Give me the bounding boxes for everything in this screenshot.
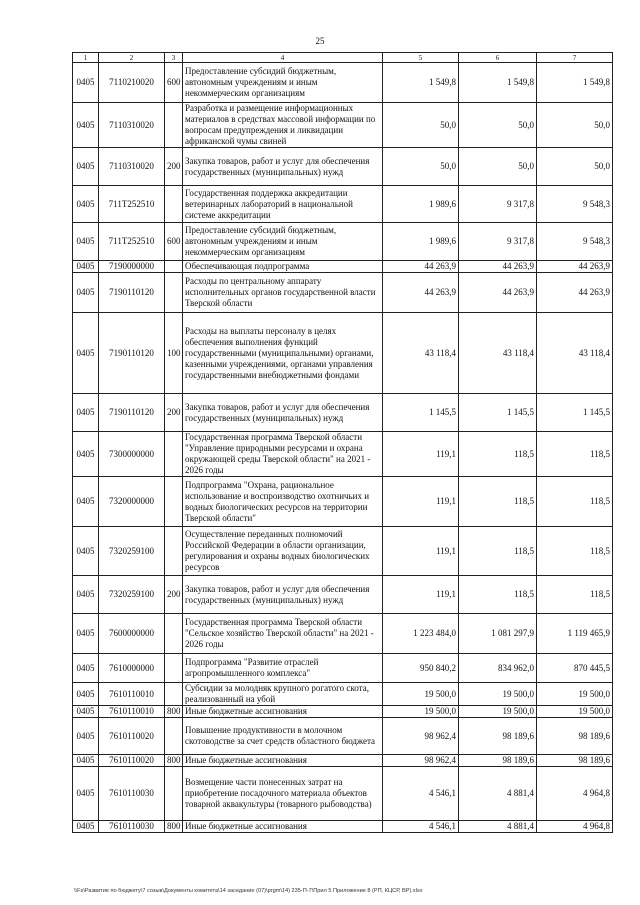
section-code: 0405 xyxy=(73,273,99,313)
amount-year-1: 1 549,8 xyxy=(383,63,459,103)
table-row xyxy=(73,654,613,683)
section-code: 0405 xyxy=(73,223,99,261)
amount-year-2: 4 881,4 xyxy=(459,821,537,833)
amount-year-3: 1 145,5 xyxy=(537,394,613,432)
table-row xyxy=(73,394,613,432)
amount-year-2: 98 189,6 xyxy=(459,718,537,755)
amount-year-1: 44 263,9 xyxy=(383,273,459,313)
amount-year-2: 19 500,0 xyxy=(459,683,537,706)
expense-type-code: 800 xyxy=(165,755,183,767)
section-code: 0405 xyxy=(73,394,99,432)
table-row xyxy=(73,432,613,477)
amount-year-1: 98 962,4 xyxy=(383,718,459,755)
expense-type-code xyxy=(165,432,183,477)
column-number: 1 xyxy=(73,53,99,63)
amount-year-3: 98 189,6 xyxy=(537,755,613,767)
target-article-code: 711Т252510 xyxy=(99,186,165,223)
amount-year-1: 4 546,1 xyxy=(383,821,459,833)
table-row xyxy=(73,477,613,527)
section-code: 0405 xyxy=(73,683,99,706)
target-article-code: 7610110030 xyxy=(99,767,165,821)
section-code: 0405 xyxy=(73,103,99,148)
column-number: 5 xyxy=(383,53,459,63)
section-code: 0405 xyxy=(73,654,99,683)
amount-year-1: 1 145,5 xyxy=(383,394,459,432)
section-code: 0405 xyxy=(73,718,99,755)
section-code: 0405 xyxy=(73,706,99,718)
amount-year-3: 118,5 xyxy=(537,527,613,576)
expense-type-code: 200 xyxy=(165,148,183,186)
expense-type-code xyxy=(165,614,183,654)
expense-type-code: 800 xyxy=(165,706,183,718)
section-code: 0405 xyxy=(73,755,99,767)
table-row xyxy=(73,767,613,821)
expense-type-code xyxy=(165,718,183,755)
amount-year-2: 118,5 xyxy=(459,527,537,576)
amount-year-1: 50,0 xyxy=(383,148,459,186)
expense-type-code xyxy=(165,477,183,527)
section-code: 0405 xyxy=(73,576,99,614)
target-article-code: 7190110120 xyxy=(99,273,165,313)
amount-year-2: 44 263,9 xyxy=(459,273,537,313)
amount-year-2: 1 549,8 xyxy=(459,63,537,103)
expense-name: Закупка товаров, работ и услуг для обеспечения государственных (муниципальных) нужд xyxy=(183,576,383,614)
table-row xyxy=(73,614,613,654)
amount-year-1: 1 989,6 xyxy=(383,223,459,261)
amount-year-2: 4 881,4 xyxy=(459,767,537,821)
amount-year-3: 118,5 xyxy=(537,576,613,614)
expense-name: Осуществление переданных полномочий Российской Федерации в области организации, регулирования и охраны водных биологических ресурсов xyxy=(183,527,383,576)
amount-year-3: 44 263,9 xyxy=(537,261,613,273)
amount-year-3: 50,0 xyxy=(537,148,613,186)
table-row xyxy=(73,718,613,755)
expense-name: Закупка товаров, работ и услуг для обеспечения государственных (муниципальных) нужд xyxy=(183,394,383,432)
amount-year-2: 43 118,4 xyxy=(459,313,537,394)
amount-year-3: 44 263,9 xyxy=(537,273,613,313)
target-article-code: 7610110010 xyxy=(99,706,165,718)
amount-year-1: 98 962,4 xyxy=(383,755,459,767)
expense-name: Субсидии за молодняк крупного рогатого скота, реализованный на убой xyxy=(183,683,383,706)
section-code: 0405 xyxy=(73,477,99,527)
expense-name: Возмещение части понесенных затрат на приобретение посадочного материала объектов товарной аквакультуры (товарного рыбоводства) xyxy=(183,767,383,821)
amount-year-3: 19 500,0 xyxy=(537,683,613,706)
table-row xyxy=(73,683,613,706)
amount-year-3: 4 964,8 xyxy=(537,821,613,833)
target-article-code: 7110210020 xyxy=(99,63,165,103)
section-code: 0405 xyxy=(73,432,99,477)
column-number: 3 xyxy=(165,53,183,63)
target-article-code: 7110310020 xyxy=(99,148,165,186)
expense-name: Повышение продуктивности в молочном скотоводстве за счет средств областного бюджета xyxy=(183,718,383,755)
amount-year-3: 50,0 xyxy=(537,103,613,148)
table-row xyxy=(73,223,613,261)
table-row xyxy=(73,186,613,223)
table-row xyxy=(73,148,613,186)
expense-name: Закупка товаров, работ и услуг для обеспечения государственных (муниципальных) нужд xyxy=(183,148,383,186)
section-code: 0405 xyxy=(73,186,99,223)
table-row xyxy=(73,103,613,148)
target-article-code: 7610110020 xyxy=(99,755,165,767)
target-article-code: 7610110030 xyxy=(99,821,165,833)
amount-year-3: 9 548,3 xyxy=(537,186,613,223)
amount-year-3: 870 445,5 xyxy=(537,654,613,683)
target-article-code: 7300000000 xyxy=(99,432,165,477)
amount-year-2: 9 317,8 xyxy=(459,223,537,261)
section-code: 0405 xyxy=(73,313,99,394)
section-code: 0405 xyxy=(73,63,99,103)
page-number: 25 xyxy=(315,36,325,46)
amount-year-3: 4 964,8 xyxy=(537,767,613,821)
table-row xyxy=(73,576,613,614)
section-code: 0405 xyxy=(73,821,99,833)
target-article-code: 711Т252510 xyxy=(99,223,165,261)
amount-year-1: 1 989,6 xyxy=(383,186,459,223)
column-number: 4 xyxy=(183,53,383,63)
table-row xyxy=(73,527,613,576)
budget-table xyxy=(72,52,613,833)
column-number: 2 xyxy=(99,53,165,63)
table-row xyxy=(73,706,613,718)
amount-year-3: 118,5 xyxy=(537,432,613,477)
expense-type-code xyxy=(165,186,183,223)
section-code: 0405 xyxy=(73,148,99,186)
expense-name: Расходы на выплаты персоналу в целях обеспечения выполнения функций государственными (муниципальными) органами, казенными учреждениями, органами управления государственными внебюджетными фондами xyxy=(183,313,383,394)
section-code: 0405 xyxy=(73,614,99,654)
target-article-code: 7320000000 xyxy=(99,477,165,527)
target-article-code: 7600000000 xyxy=(99,614,165,654)
target-article-code: 7190000000 xyxy=(99,261,165,273)
amount-year-2: 98 189,6 xyxy=(459,755,537,767)
expense-type-code xyxy=(165,683,183,706)
amount-year-3: 1 119 465,9 xyxy=(537,614,613,654)
amount-year-1: 950 840,2 xyxy=(383,654,459,683)
amount-year-1: 119,1 xyxy=(383,576,459,614)
table-row xyxy=(73,755,613,767)
expense-name: Подпрограмма "Охрана, рациональное использование и воспроизводство охотничьих и водных биологических ресурсов на территории Тверской области" xyxy=(183,477,383,527)
amount-year-2: 50,0 xyxy=(459,148,537,186)
expense-name: Предоставление субсидий бюджетным, автономным учреждениям и иным некоммерческим организациям xyxy=(183,223,383,261)
amount-year-1: 19 500,0 xyxy=(383,683,459,706)
amount-year-1: 50,0 xyxy=(383,103,459,148)
amount-year-2: 1 145,5 xyxy=(459,394,537,432)
amount-year-1: 19 500,0 xyxy=(383,706,459,718)
expense-type-code: 800 xyxy=(165,821,183,833)
amount-year-3: 43 118,4 xyxy=(537,313,613,394)
amount-year-2: 118,5 xyxy=(459,432,537,477)
expense-name: Государственная программа Тверской области "Управление природными ресурсами и охрана окружающей среды Тверской области" на 2021 - 2026 годы xyxy=(183,432,383,477)
target-article-code: 7190110120 xyxy=(99,313,165,394)
expense-name: Государственная поддержка аккредитации ветеринарных лабораторий в национальной системе аккредитации xyxy=(183,186,383,223)
expense-name: Разработка и размещение информационных материалов в средствах массовой информации по вопросам предупреждения и ликвидации африканской чумы свиней xyxy=(183,103,383,148)
expense-type-code: 200 xyxy=(165,576,183,614)
target-article-code: 7110310020 xyxy=(99,103,165,148)
table-row xyxy=(73,273,613,313)
amount-year-1: 119,1 xyxy=(383,432,459,477)
target-article-code: 7320259100 xyxy=(99,527,165,576)
expense-name: Обеспечивающая подпрограмма xyxy=(183,261,383,273)
expense-type-code: 100 xyxy=(165,313,183,394)
target-article-code: 7190110120 xyxy=(99,394,165,432)
amount-year-2: 118,5 xyxy=(459,477,537,527)
amount-year-1: 43 118,4 xyxy=(383,313,459,394)
target-article-code: 7610110020 xyxy=(99,718,165,755)
amount-year-2: 19 500,0 xyxy=(459,706,537,718)
amount-year-3: 1 549,8 xyxy=(537,63,613,103)
section-code: 0405 xyxy=(73,527,99,576)
file-path-footer: \\Fs\Развитие по бюджету\7 созыв\Документы комитета\14 заседание (07)\prgm\14) 235-П-7\Прил 5 Приложение 8 (РП, КЦСР, ВР).xlsx xyxy=(74,888,423,894)
expense-type-code xyxy=(165,273,183,313)
expense-type-code: 200 xyxy=(165,394,183,432)
amount-year-1: 4 546,1 xyxy=(383,767,459,821)
expense-type-code xyxy=(165,103,183,148)
table-row xyxy=(73,261,613,273)
expense-type-code xyxy=(165,767,183,821)
expense-type-code xyxy=(165,654,183,683)
expense-type-code: 600 xyxy=(165,63,183,103)
amount-year-2: 44 263,9 xyxy=(459,261,537,273)
expense-name: Иные бюджетные ассигнования xyxy=(183,755,383,767)
column-number: 6 xyxy=(459,53,537,63)
target-article-code: 7610110010 xyxy=(99,683,165,706)
expense-type-code xyxy=(165,261,183,273)
table-row xyxy=(73,821,613,833)
amount-year-1: 1 223 484,0 xyxy=(383,614,459,654)
amount-year-2: 118,5 xyxy=(459,576,537,614)
section-code: 0405 xyxy=(73,261,99,273)
expense-name: Предоставление субсидий бюджетным, автономным учреждениям и иным некоммерческим организациям xyxy=(183,63,383,103)
table-row xyxy=(73,313,613,394)
expense-type-code: 600 xyxy=(165,223,183,261)
section-code: 0405 xyxy=(73,767,99,821)
amount-year-1: 119,1 xyxy=(383,527,459,576)
amount-year-1: 119,1 xyxy=(383,477,459,527)
expense-name: Расходы по центральному аппарату исполнительных органов государственной власти Тверской области xyxy=(183,273,383,313)
amount-year-3: 118,5 xyxy=(537,477,613,527)
expense-type-code xyxy=(165,527,183,576)
expense-name: Подпрограмма "Развитие отраслей агропромышленного комплекса" xyxy=(183,654,383,683)
amount-year-2: 9 317,8 xyxy=(459,186,537,223)
amount-year-3: 9 548,3 xyxy=(537,223,613,261)
target-article-code: 7320259100 xyxy=(99,576,165,614)
target-article-code: 7610000000 xyxy=(99,654,165,683)
expense-name: Иные бюджетные ассигнования xyxy=(183,821,383,833)
amount-year-2: 1 081 297,9 xyxy=(459,614,537,654)
column-number-row xyxy=(73,53,613,63)
expense-name: Иные бюджетные ассигнования xyxy=(183,706,383,718)
amount-year-2: 50,0 xyxy=(459,103,537,148)
amount-year-2: 834 962,0 xyxy=(459,654,537,683)
table-row xyxy=(73,63,613,103)
column-number: 7 xyxy=(537,53,613,63)
expense-name: Государственная программа Тверской области "Сельское хозяйство Тверской области" на 2021 - 2026 годы xyxy=(183,614,383,654)
amount-year-1: 44 263,9 xyxy=(383,261,459,273)
amount-year-3: 98 189,6 xyxy=(537,718,613,755)
amount-year-3: 19 500,0 xyxy=(537,706,613,718)
